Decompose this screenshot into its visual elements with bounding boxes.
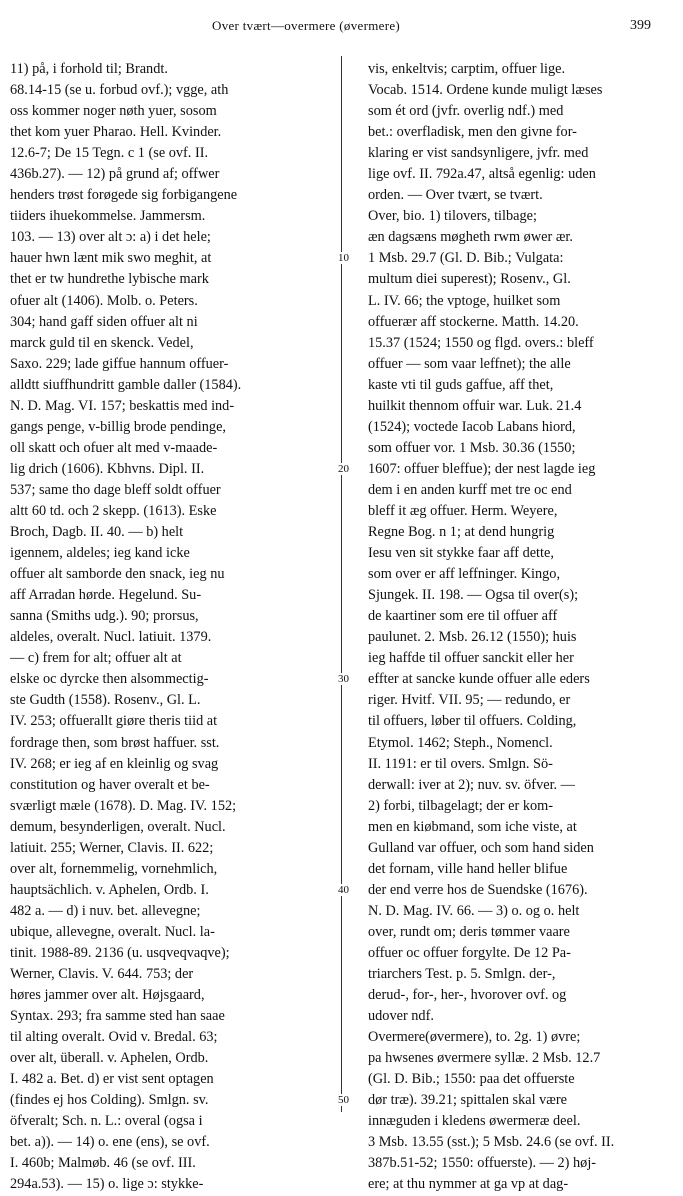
- text-line: Vocab. 1514. Ordene kunde muligt læses: [368, 82, 603, 99]
- text-line: 3 Msb. 13.55 (sst.); 5 Msb. 24.6 (se ovf. II.: [368, 1134, 615, 1151]
- text-line: 1 Msb. 29.7 (Gl. D. Bib.; Vulgata:: [368, 250, 564, 267]
- text-line: 294a.53). — 15) o. lige ɔ: stykke-: [10, 1176, 204, 1193]
- margin-line-number: 50: [338, 1094, 349, 1107]
- text-line: henders trøst forøgede sig forbigangene: [10, 187, 238, 204]
- text-line: bet. a)). — 14) o. ene (ens), se ovf.: [10, 1134, 210, 1151]
- text-line: ieg haffde til offuer sanckit eller her: [368, 650, 574, 667]
- text-line: innæguden i kledens øwermeræ deel.: [368, 1113, 581, 1130]
- text-line: 15.37 (1524; 1550 og flgd. overs.: bleff: [368, 334, 594, 351]
- right-column: [368, 59, 673, 1196]
- text-line: lig drich (1606). Kbhvns. Dipl. II.: [10, 460, 205, 477]
- text-line: Werner, Clavis. V. 644. 753; der: [10, 966, 194, 983]
- text-line: bet.: overfladisk, men den givne for-: [368, 124, 577, 141]
- text-line: tinit. 1988-89. 2136 (u. usqveqvaqve);: [10, 944, 230, 961]
- text-line: 537; same tho dage bleff soldt offuer: [10, 481, 221, 498]
- text-line: bleff it æg offuer. Herm. Weyere,: [368, 502, 558, 519]
- text-line: marck guld til en skenck. Vedel,: [10, 334, 194, 351]
- text-line: udover ndf.: [368, 1008, 434, 1025]
- margin-line-number: 40: [338, 883, 349, 896]
- text-line: 387b.51-52; 1550: offuerste). — 2) høj-: [368, 1155, 597, 1172]
- text-line: 103. — 13) over alt ɔ: a) i det hele;: [10, 229, 211, 246]
- text-line: gangs penge, v-billig brode pendinge,: [10, 418, 226, 435]
- text-line: IV. 253; offuerallt giøre theris tiid at: [10, 713, 218, 730]
- text-line: thet kom yuer Pharao. Hell. Kvinder.: [10, 124, 222, 141]
- text-line: igennem, aldeles; ieg kand icke: [10, 545, 190, 562]
- text-line: ofuer alt (1406). Molb. o. Peters.: [10, 292, 198, 309]
- text-line: over alt, fornemmelig, vornehmlich,: [10, 860, 218, 877]
- text-line: som offuer vor. 1 Msb. 30.36 (1550;: [368, 439, 576, 456]
- text-line: sværligt mæle (1678). D. Mag. IV. 152;: [10, 797, 237, 814]
- text-line: hauptsächlich. v. Aphelen, Ordb. I.: [10, 881, 209, 898]
- text-line: dem i en anden kurff met tre oc end: [368, 481, 572, 498]
- text-line: riger. Hvitf. VII. 95; — redundo, er: [368, 692, 571, 709]
- text-line: L. IV. 66; the vptoge, huilket som: [368, 292, 561, 309]
- text-line: som over er aff leffninger. Kingo,: [368, 566, 561, 583]
- text-line: som ét ord (jvfr. overlig ndf.) med: [368, 103, 564, 120]
- text-line: constitution og haver overalt et be-: [10, 776, 210, 793]
- text-line: Syntax. 293; fra samme sted han saae: [10, 1008, 225, 1025]
- text-line: til alting overalt. Ovid v. Bredal. 63;: [10, 1029, 218, 1046]
- text-line: 2) forbi, tilbagelagt; der er kom-: [368, 797, 554, 814]
- text-line: til offuers, løber til offuers. Colding,: [368, 713, 577, 730]
- text-line: Over, bio. 1) tilovers, tilbage;: [368, 208, 537, 225]
- text-line: Broch, Dagb. II. 40. — b) helt: [10, 524, 184, 541]
- text-line: ste Gudth (1558). Rosenv., Gl. L.: [10, 692, 201, 709]
- text-line: vis, enkeltvis; carptim, offuer lige.: [368, 61, 566, 77]
- text-line: II. 1191: er til overs. Smlgn. Sö-: [368, 755, 553, 772]
- text-line: pa hwsenes øvermere syllæ. 2 Msb. 12.7: [368, 1050, 601, 1067]
- text-line: de kaartiner som ere til offuer aff: [368, 608, 558, 625]
- margin-line-number: 20: [338, 462, 349, 475]
- text-line: 12.6-7; De 15 Tegn. c 1 (se ovf. II.: [10, 145, 209, 162]
- text-line: thet er tw hundrethe lybische mark: [10, 271, 209, 288]
- left-column: [10, 59, 328, 1196]
- text-line: over, rundt om; deris tømmer vaare: [368, 923, 570, 940]
- text-line: öfveralt; Sch. n. L.: overal (ogsa i: [10, 1113, 203, 1130]
- text-line: fordrage then, som brøst haffuer. sst.: [10, 734, 220, 751]
- text-line: demum, besynderligen, overalt. Nucl.: [10, 818, 226, 835]
- text-line: alldtt siuffhundritt gamble daller (1584).: [10, 376, 242, 393]
- page-number: 399: [630, 18, 651, 33]
- text-line: I. 460b; Malmøb. 46 (se ovf. III.: [10, 1155, 196, 1172]
- column-divider: [341, 56, 342, 1112]
- text-line: Overmere(øvermere), to. 2g. 1) øvre;: [368, 1029, 581, 1046]
- text-line: aff Arradan hørde. Hegelund. Su-: [10, 587, 202, 604]
- text-line: 1607: offuer bleffue); der nest lagde ieg: [368, 460, 596, 477]
- margin-line-number: 10: [338, 252, 349, 265]
- text-line: oss kommer noger nøth yuer, sosom: [10, 103, 217, 120]
- text-line: I. 482 a. Bet. d) er vist sent optagen: [10, 1071, 214, 1088]
- text-line: altt 60 td. och 2 skepp. (1613). Eske: [10, 502, 217, 519]
- text-line: over alt, überall. v. Aphelen, Ordb.: [10, 1050, 209, 1067]
- text-line: klaring er vist sandsynligere, jvfr. med: [368, 145, 589, 162]
- text-line: orden. — Over tvært, se tvært.: [368, 187, 543, 204]
- text-line: offuer alt samborde den snack, ieg nu: [10, 566, 225, 583]
- text-line: der end verre hos de Suendske (1676).: [368, 881, 588, 898]
- running-head: Over tvært—overmere (øvermere): [212, 18, 401, 33]
- text-line: Iesu ven sit stykke faar aff dette,: [368, 545, 554, 562]
- text-line: Gulland var offuer, och som hand siden: [368, 839, 594, 856]
- text-line: oll skatt och ofuer alt med v-maade-: [10, 439, 218, 456]
- text-line: multum diei superest); Rosenv., Gl.: [368, 271, 571, 288]
- text-line: — c) frem for alt; offuer alt at: [10, 650, 182, 667]
- text-line: N. D. Mag. VI. 157; beskattis med ind-: [10, 397, 235, 414]
- text-line: dør træ). 39.21; spittalen skal være: [368, 1092, 567, 1109]
- text-line: 304; hand gaff siden offuer alt ni: [10, 313, 198, 330]
- text-line: lige ovf. II. 792a.47, altså egenlig: uden: [368, 166, 596, 183]
- margin-line-number: 30: [338, 673, 349, 686]
- text-line: 11) på, i forhold til; Brandt.: [10, 61, 168, 77]
- text-line: huilkit thennom offuir war. Luk. 21.4: [368, 397, 582, 414]
- text-line: triarchers Test. p. 5. Smlgn. der-,: [368, 966, 556, 983]
- text-line: paulunet. 2. Msb. 26.12 (1550); huis: [368, 629, 577, 646]
- text-line: 482 a. — d) i nuv. bet. allevegne;: [10, 902, 201, 919]
- text-line: det fornam, ville hand heller blifue: [368, 860, 568, 877]
- text-line: men en kiøbmand, som iche viste, at: [368, 818, 577, 835]
- text-line: effter at sancke kunde offuer alle eders: [368, 671, 590, 688]
- text-line: Regne Bog. n 1; at dend hungrig: [368, 524, 555, 541]
- text-line: Etymol. 1462; Steph., Nomencl.: [368, 734, 553, 751]
- text-line: offuer oc offuer forgylte. De 12 Pa-: [368, 944, 571, 961]
- text-line: offuer — som vaar leffnet); the alle: [368, 355, 571, 372]
- text-line: derud-, for-, her-, hvorover ovf. og: [368, 987, 567, 1004]
- text-line: N. D. Mag. IV. 66. — 3) o. og o. helt: [368, 902, 580, 919]
- text-line: (1524); voctede Iacob Labans hiord,: [368, 418, 576, 435]
- text-line: IV. 268; er ieg af en kleinlig og svag: [10, 755, 219, 772]
- text-line: hauer hwn lænt mik swo meghit, at: [10, 250, 212, 267]
- text-line: aldeles, overalt. Nucl. latiuit. 1379.: [10, 629, 212, 646]
- text-line: elske oc dyrcke then alsommectig-: [10, 671, 209, 688]
- text-line: 436b.27). — 12) på grund af; offwer: [10, 166, 220, 183]
- text-line: derwall: iver at 2); nuv. sv. öfver. —: [368, 776, 575, 793]
- text-line: latiuit. 255; Werner, Clavis. II. 622;: [10, 839, 214, 856]
- text-line: (findes ej hos Colding). Smlgn. sv.: [10, 1092, 209, 1109]
- text-line: ere; at thu nymmer at ga vp at dag-: [368, 1176, 569, 1193]
- text-line: ubique, allevegne, overalt. Nucl. la-: [10, 923, 215, 940]
- text-line: sanna (Smiths udg.). 90; prorsus,: [10, 608, 199, 625]
- text-line: høres jammer over alt. Højsgaard,: [10, 987, 205, 1004]
- text-line: kaste vti til guds gaffue, aff thet,: [368, 376, 554, 393]
- text-line: tiiders ihuekommelse. Jammersm.: [10, 208, 206, 225]
- text-line: (Gl. D. Bib.; 1550: paa det offuerste: [368, 1071, 575, 1088]
- text-line: æn dagsæns møgheth rwm øwer ær.: [368, 229, 573, 246]
- text-line: offuerær aff stockerne. Matth. 14.20.: [368, 313, 579, 330]
- text-line: 68.14-15 (se u. forbud ovf.); vgge, ath: [10, 82, 229, 99]
- text-line: Saxo. 229; lade giffue hannum offuer-: [10, 355, 229, 372]
- text-line: Sjungek. II. 198. — Ogsa til over(s);: [368, 587, 579, 604]
